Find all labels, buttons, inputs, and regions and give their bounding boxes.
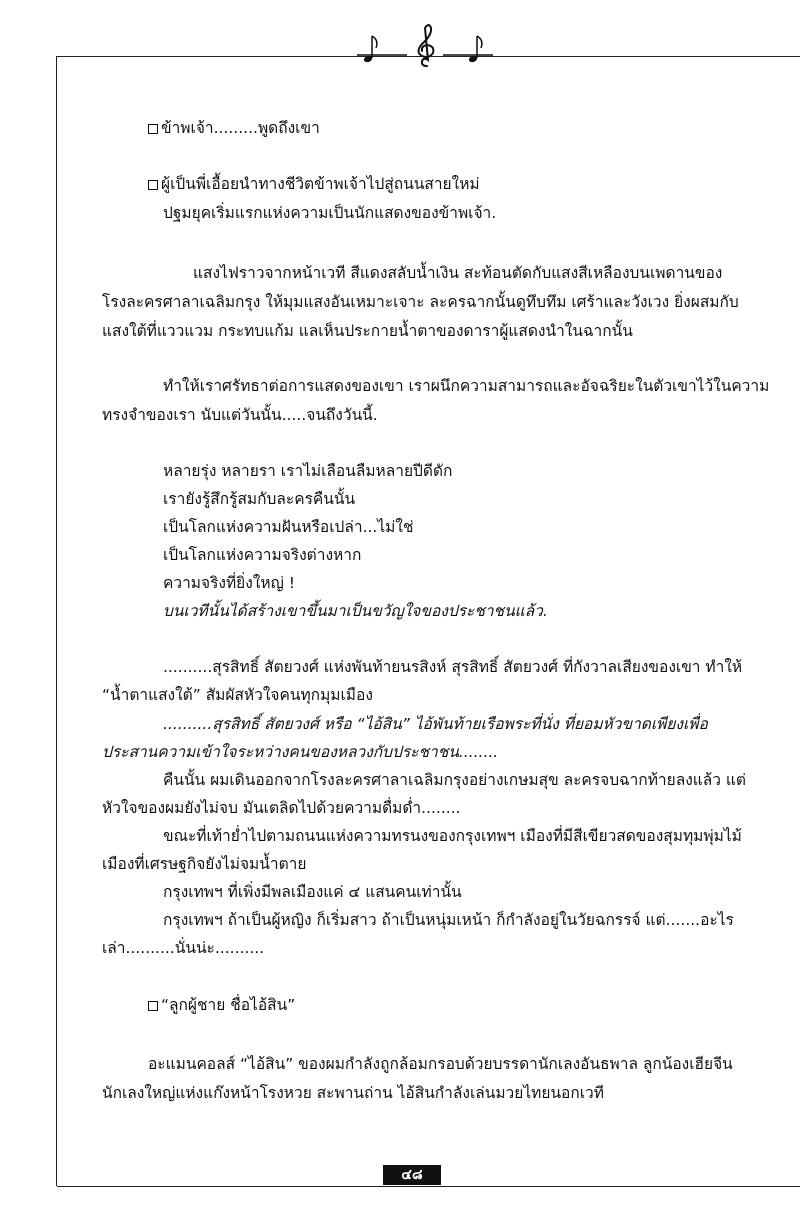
section-heading-2-continuation: ปฐมยุคเริ่มแรกแห่งความเป็นนักแสดงของข้าพเจ้า. xyxy=(163,204,497,222)
verse-line: เรายังรู้สึกรู้สมกับละครคืนนั้น xyxy=(163,490,356,508)
verse-line: เป็นโลกแห่งความจริงต่างหาก xyxy=(163,546,362,564)
paragraph-line: เล่า..........นั่นน่ะ.......... xyxy=(102,939,265,957)
paragraph-line: หัวใจของผมยังไม่จบ มันเตลิดไปด้วยความดื่มด่ำ........ xyxy=(102,799,461,817)
paragraph-line: ..........สุรสิทธิ์ สัตยวงศ์ แห่งพันท้ายนรสิงห์ สุรสิทธิ์ สัตยวงศ์ ที่กังวาลเสียงของเขา ทำให้ xyxy=(163,658,743,676)
page-frame-left xyxy=(56,56,57,1186)
paragraph-line: ทรงจำของเรา นับแต่วันนั้น.....จนถึงวันนี้. xyxy=(102,406,378,424)
heading-text: ข้าพเจ้า.........พูดถึงเขา xyxy=(161,119,320,137)
paragraph-line: กรุงเทพฯ ที่เพิ่งมีพลเมืองแค่ ๔ แสนคนเท่านั้น xyxy=(163,883,462,901)
checkbox-square-icon xyxy=(148,124,158,134)
music-notes-treble-clef-icon xyxy=(355,22,495,70)
paragraph-line: ทำให้เราศรัทธาต่อการแสดงของเขา เราผนึกความสามารถและอัจฉริยะในตัวเขาไว้ในความ xyxy=(163,377,770,395)
paragraph-line: อะแมนคอลส์ “ไอ้สิน” ของผมกำลังถูกล้อมกรอบด้วยบรรดานักเลงอันธพาล ลูกน้องเฮียจีน xyxy=(148,1055,733,1073)
heading-text: “ลูกผู้ชาย ชื่อไอ้สิน” xyxy=(161,996,296,1014)
paragraph-line: ขณะที่เท้าย่ำไปตามถนนแห่งความทรนงของกรุงเทพฯ เมืองที่มีสีเขียวสดของสุมทุมพุ่มไม้ xyxy=(163,827,742,845)
checkbox-square-icon xyxy=(148,180,158,190)
verse-line: เป็นโลกแห่งความฝันหรือเปล่า...ไม่ใช่ xyxy=(163,518,414,536)
verse-line: ความจริงที่ยิ่งใหญ่ ! xyxy=(163,574,295,592)
paragraph-line: “น้ำตาแสงใต้” สัมผัสหัวใจคนทุกมุมเมือง xyxy=(102,686,373,704)
paragraph-line-italic: ..........สุรสิทธิ์ สัตยวงศ์ หรือ “ไอ้สิน” ไอ้พันท้ายเรือพระที่นั่ง ที่ยอมหัวขาดเพียงเพื่อ xyxy=(163,715,708,733)
page-number: ๔๘ xyxy=(383,1165,441,1185)
paragraph-line: คืนนั้น ผมเดินออกจากโรงละครศาลาเฉลิมกรุงอย่างเกษมสุข ละครจบฉากท้ายลงแล้ว แต่ xyxy=(163,771,746,789)
section-heading-3 xyxy=(148,994,295,1016)
section-heading-1 xyxy=(148,117,320,139)
checkbox-square-icon xyxy=(148,1001,158,1011)
paragraph-line: เมืองที่เศรษฐกิจยังไม่จมน้ำตาย xyxy=(102,855,307,873)
verse-line-italic: บนเวทีนั้นได้สร้างเขาขึ้นมาเป็นขวัญใจของประชาชนแล้ว. xyxy=(163,602,548,620)
verse-line: หลายรุ่ง หลายรา เราไม่เลือนลืมหลายปีดีดัก xyxy=(163,462,453,480)
heading-text: ผู้เป็นพี่เอื้อยนำทางชีวิตข้าพเจ้าไปสู่ถนนสายใหม่ xyxy=(161,175,480,193)
paragraph-line: นักเลงใหญ่แห่งแก๊งหน้าโรงหวย สะพานถ่าน ไอ้สินกำลังเล่นมวยไทยนอกเวที xyxy=(102,1084,604,1102)
paragraph-line: กรุงเทพฯ ถ้าเป็นผู้หญิง ก็เริ่มสาว ถ้าเป็นหนุ่มเหน้า ก็กำลังอยู่ในวัยฉกรรจ์ แต่.......อะไร xyxy=(163,911,734,929)
section-heading-2 xyxy=(148,173,480,195)
paragraph-line: โรงละครศาลาเฉลิมกรุง ให้มุมแสงอันเหมาะเจาะ ละครฉากนั้นดูทึบทึม เศร้าและวังเวง ยิ่งผสมกับ xyxy=(102,293,739,311)
paragraph-line-italic: ประสานความเข้าใจระหว่างคนของหลวงกับประชาชน........ xyxy=(102,743,499,761)
paragraph-line: แสงไฟราวจากหน้าเวที สีแดงสลับน้ำเงิน สะท้อนตัดกับแสงสีเหลืองบนเพดานของ xyxy=(193,264,723,282)
paragraph-line: แสงใต้ที่แววแวม กระทบแก้ม แลเห็นประกายน้ำตาของดาราผู้แสดงนำในฉากนั้น xyxy=(102,322,633,340)
page-frame-bottom xyxy=(57,1186,800,1187)
